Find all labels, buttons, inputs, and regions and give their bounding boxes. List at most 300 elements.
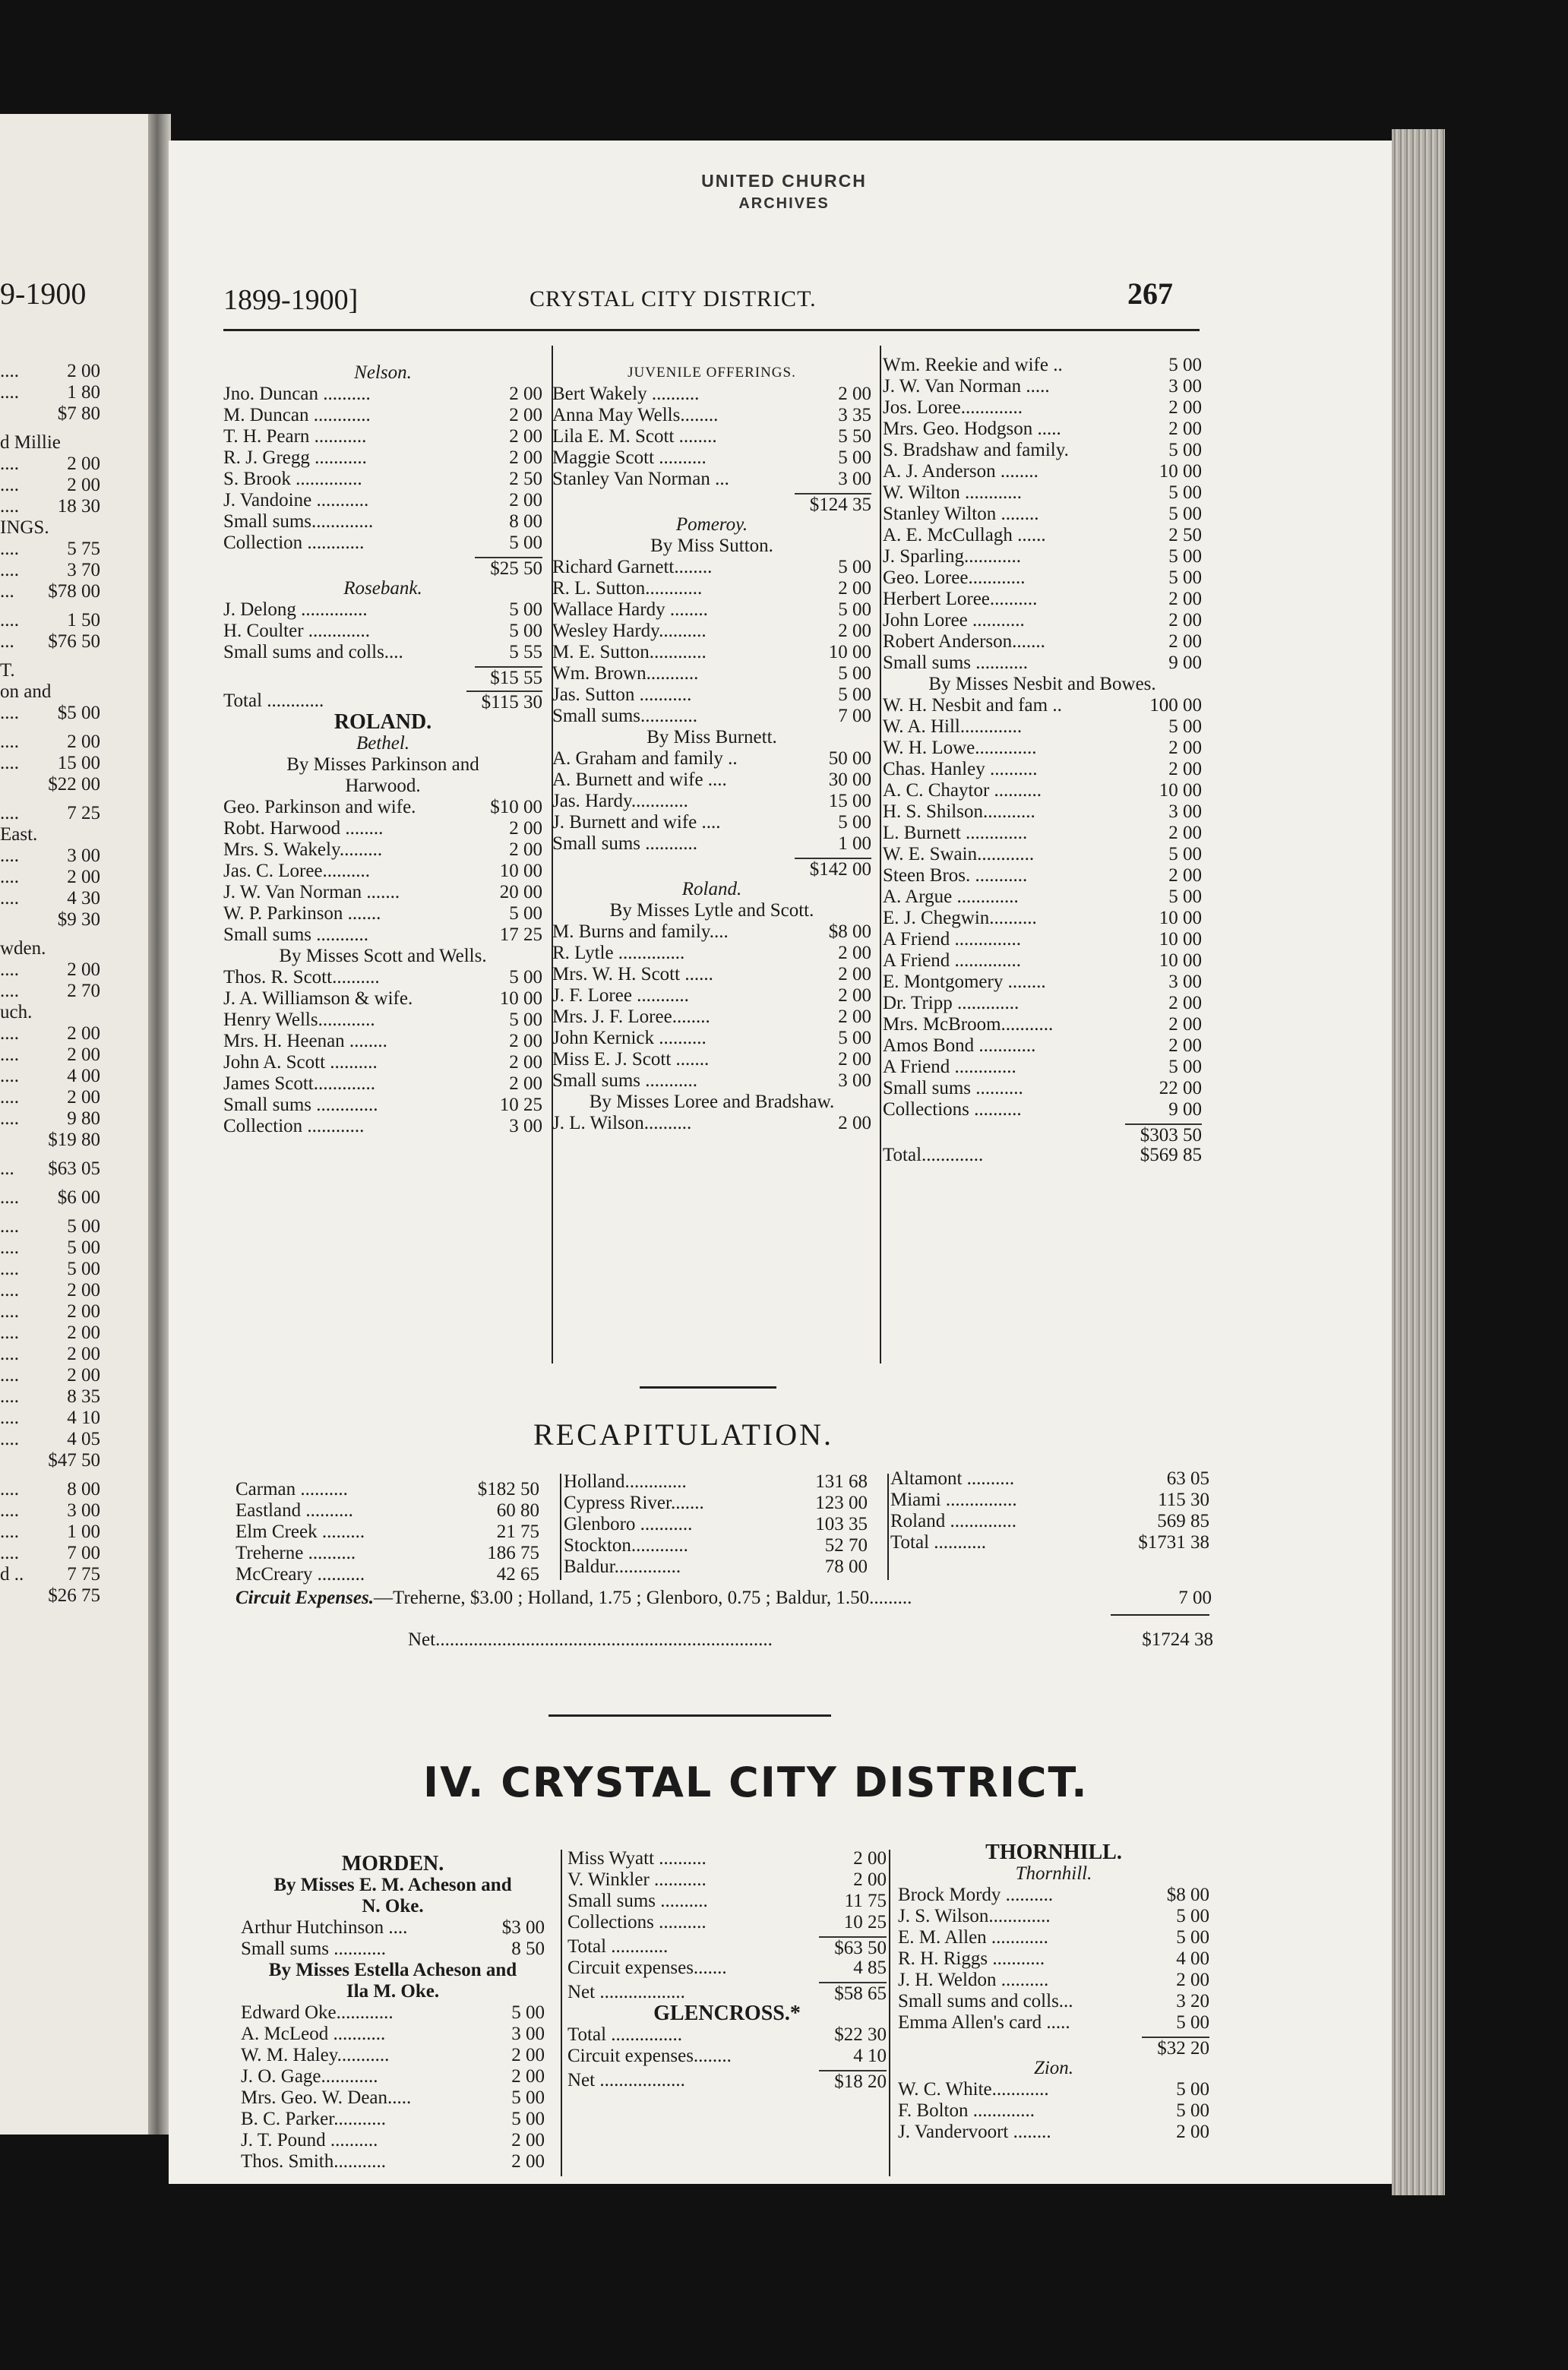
ledger-entry: [883, 738, 1202, 759]
entry-name: By Misses E. M. Acheson and: [273, 1875, 512, 1895]
entry-name: Bert Wakely ..........: [552, 384, 700, 404]
left-page-line: [0, 1365, 100, 1386]
entry-amount: 5 00: [511, 2109, 545, 2129]
ledger-entry: [241, 1917, 545, 1939]
left-line-text: ....: [0, 1322, 19, 1343]
ledger-entry: [883, 525, 1202, 546]
ledger-entry: [552, 1028, 871, 1049]
entry-amount: 2 00: [838, 578, 871, 599]
ledger-entry: [236, 1564, 539, 1585]
entry-name: Mrs. McBroom...........: [883, 1014, 1054, 1035]
left-page-line: [0, 475, 100, 496]
entry-name: A. C. Chaytor ..........: [883, 780, 1042, 801]
entry-name: Wm. Brown...........: [552, 663, 699, 684]
ledger-entry: [883, 482, 1202, 504]
entry-name: Jas. Hardy............: [552, 791, 688, 811]
circuit-heading: [223, 712, 542, 733]
ledger-entry: [552, 621, 871, 642]
entry-amount: $8 00: [1166, 1885, 1209, 1905]
entry-amount: 10 00: [1159, 929, 1202, 950]
entry-name: John Kernick ..........: [552, 1028, 707, 1048]
entry-name: Pomeroy.: [675, 514, 748, 535]
entry-name: Circuit expenses.......: [567, 1958, 727, 1978]
entry-name: T. H. Pearn ...........: [223, 426, 367, 447]
entry-name: Small sums and colls...: [898, 1991, 1073, 2011]
entry-amount: 5 00: [509, 903, 542, 924]
left-line-amount: 2 00: [67, 1365, 100, 1386]
entry-amount: 3 00: [838, 469, 871, 489]
entry-amount: 2 00: [838, 1113, 871, 1133]
ledger-entry: [552, 384, 871, 405]
ledger-entry: [552, 1113, 871, 1134]
ledger-entry: [890, 1468, 1209, 1490]
left-line-amount: $7 80: [57, 403, 100, 424]
entry-name: V. Winkler ...........: [567, 1869, 707, 1890]
entry-name: Total ............: [223, 690, 324, 711]
entry-amount: 5 00: [838, 1028, 871, 1048]
entry-name: Total ............: [567, 1936, 669, 1957]
header-rule: [223, 329, 1200, 331]
left-page-line: [0, 1543, 100, 1564]
left-page-line: [0, 539, 100, 560]
archive-stamp: [670, 169, 898, 215]
entry-name: Steen Bros. ...........: [883, 865, 1028, 886]
collector-line: [241, 1875, 545, 1896]
entry-amount: 5 00: [1168, 716, 1202, 737]
page-number: 267: [1127, 276, 1173, 311]
ledger-entry: [898, 1970, 1209, 1991]
left-line-amount: $22 00: [48, 774, 100, 795]
entry-amount: 8 50: [511, 1939, 545, 1959]
left-line-amount: 2 00: [67, 1301, 100, 1322]
left-page-line: [0, 610, 100, 631]
entry-amount: 2 50: [1168, 525, 1202, 545]
ledger-entry: [883, 780, 1202, 801]
entry-amount: 11 75: [844, 1891, 887, 1911]
ledger-entry: [223, 511, 542, 532]
ledger-entry: [898, 1948, 1209, 1970]
entry-name: Jos. Loree.............: [883, 397, 1023, 418]
entry-amount: 100 00: [1149, 695, 1202, 716]
entry-name: A. Graham and family ..: [552, 748, 738, 769]
entry-amount: 5 00: [1176, 2012, 1209, 2033]
left-line-amount: $26 75: [48, 1585, 100, 1606]
entry-name: Ila M. Oke.: [346, 1981, 440, 2002]
left-page-line: [0, 1479, 100, 1500]
left-line-amount: 8 35: [67, 1386, 100, 1407]
entry-name: M. Duncan ............: [223, 405, 371, 425]
ledger-entry: [552, 557, 871, 578]
entry-name: JUVENILE OFFERINGS.: [628, 365, 796, 381]
entry-amount: 9 00: [1168, 1099, 1202, 1120]
left-line-text: ....: [0, 1237, 19, 1258]
entry-amount: $15 55: [475, 666, 542, 689]
ledger-entry: [883, 589, 1202, 610]
entry-amount: 2 00: [509, 1052, 542, 1073]
entry-amount: $32 20: [1142, 2037, 1209, 2059]
ledger-entry: [883, 844, 1202, 865]
entry-name: Harwood.: [345, 776, 421, 796]
section-heading: [898, 1863, 1209, 1885]
subtotal-line: [898, 2037, 1209, 2058]
left-line-text: ....: [0, 560, 19, 580]
header-years: 1899-1900]: [223, 284, 359, 316]
ledger-entry: [883, 504, 1202, 525]
left-line-text: ....: [0, 1108, 19, 1129]
ledger-entry: [552, 985, 871, 1006]
entry-amount: 5 00: [1168, 886, 1202, 907]
entry-amount: 5 00: [1176, 1906, 1209, 1926]
entry-name: E. J. Chegwin..........: [883, 908, 1037, 928]
entry-amount: 2 00: [511, 2045, 545, 2065]
entry-name: Small sums............: [552, 706, 697, 726]
entry-amount: 10 00: [828, 642, 871, 662]
entry-name: ROLAND.: [334, 710, 432, 734]
left-page-line: [0, 703, 100, 724]
left-page-line: [0, 453, 100, 475]
left-page-line: [0, 1450, 100, 1471]
left-line-text: ....: [0, 1301, 19, 1322]
entry-amount: 2 00: [838, 985, 871, 1006]
entry-amount: 2 00: [838, 1006, 871, 1027]
left-line-amount: 2 00: [67, 453, 100, 474]
entry-name: By Miss Burnett.: [646, 727, 777, 747]
left-page-line: [0, 1066, 100, 1087]
left-line-amount: 2 00: [67, 732, 100, 752]
ledger-entry: [883, 440, 1202, 461]
entry-name: J. O. Gage............: [241, 2066, 378, 2087]
left-line-text: ....: [0, 382, 19, 403]
ledger-entry: [552, 426, 871, 447]
entry-name: Amos Bond ............: [883, 1035, 1036, 1056]
entry-amount: 2 00: [838, 943, 871, 963]
entry-name: N. Oke.: [362, 1896, 424, 1917]
page-edge: [1392, 129, 1445, 2195]
left-page-line: [0, 1301, 100, 1322]
ledger-entry: [883, 865, 1202, 886]
left-line-text: ....: [0, 1023, 19, 1044]
entry-name: J. T. Pound ..........: [241, 2130, 378, 2150]
entry-amount: 5 00: [1168, 355, 1202, 375]
entry-name: Treherne ..........: [236, 1543, 356, 1563]
ledger-entry: [564, 1535, 868, 1556]
left-line-amount: 2 00: [67, 1087, 100, 1108]
ledger-entry: [236, 1522, 539, 1543]
ledger-entry: [552, 599, 871, 621]
entry-name: Mrs. S. Wakely.........: [223, 839, 383, 860]
recap-column-2: [564, 1471, 868, 1578]
entry-name: A Friend .............: [883, 1057, 1016, 1077]
ledger-entry: [883, 376, 1202, 397]
entry-amount: 2 00: [1168, 1035, 1202, 1056]
left-line-amount: 5 75: [67, 539, 100, 559]
subtotal-line: [883, 1123, 1202, 1145]
entry-amount: 2 00: [509, 839, 542, 860]
left-page-line: [0, 1522, 100, 1543]
left-line-text: ....: [0, 888, 19, 908]
entry-name: Robert Anderson.......: [883, 631, 1045, 652]
entry-amount: 4 85: [853, 1958, 887, 1978]
entry-amount: 2 00: [1168, 823, 1202, 843]
ledger-entry: [883, 695, 1202, 716]
entry-amount: 2 00: [1168, 738, 1202, 758]
entry-amount: $58 65: [819, 1982, 887, 2005]
ledger-entry: [883, 886, 1202, 908]
collector-line: [552, 536, 871, 557]
entry-name: M. E. Sutton............: [552, 642, 707, 662]
ledger-entry: [552, 964, 871, 985]
left-line-text: on and: [0, 681, 52, 702]
left-line-text: T.: [0, 660, 15, 681]
entry-name: Elm Creek .........: [236, 1522, 365, 1542]
left-line-text: ....: [0, 1344, 19, 1364]
left-line-amount: 4 30: [67, 888, 100, 908]
entry-name: Small sums ...........: [883, 653, 1028, 673]
left-page-line: [0, 732, 100, 753]
net-rule: [1111, 1614, 1209, 1616]
left-line-amount: 7 00: [67, 1543, 100, 1563]
entry-name: Mrs. W. H. Scott ......: [552, 964, 713, 984]
entry-name: A. Burnett and wife ....: [552, 769, 727, 790]
entry-name: R. J. Gregg ...........: [223, 447, 367, 468]
section-rule: [548, 1714, 831, 1717]
entry-name: Zion.: [1033, 2058, 1074, 2078]
entry-amount: 2 00: [509, 405, 542, 425]
entry-name: A. E. McCullagh ......: [883, 525, 1046, 545]
left-line-text: d Millie: [0, 432, 61, 453]
left-page-line: [0, 981, 100, 1002]
entry-name: Roland ..............: [890, 1511, 1016, 1531]
left-line-amount: 18 30: [57, 496, 100, 517]
entry-name: Baldur..............: [564, 1556, 681, 1577]
entry-name: J. W. Van Norman .....: [883, 376, 1050, 397]
entry-amount: 2 00: [838, 1049, 871, 1070]
ledger-entry: [236, 1543, 539, 1564]
entry-name: Miss Wyatt ..........: [567, 1848, 707, 1869]
left-page-line: [0, 845, 100, 867]
entry-name: W. E. Swain............: [883, 844, 1035, 864]
entry-amount: 5 00: [838, 684, 871, 705]
entry-amount: 5 00: [509, 1010, 542, 1030]
entry-amount: 5 00: [509, 621, 542, 641]
entry-amount: 10 25: [843, 1912, 887, 1932]
left-line-amount: $6 00: [57, 1187, 100, 1208]
left-line-text: East.: [0, 824, 38, 845]
ledger-entry: [883, 653, 1202, 674]
entry-amount: 5 00: [838, 812, 871, 833]
left-line-amount: $63 05: [48, 1158, 100, 1179]
entry-name: Small sums ...........: [241, 1939, 386, 1959]
entry-name: J. Vandervoort ........: [898, 2122, 1051, 2142]
entry-amount: 2 00: [1168, 1014, 1202, 1035]
left-page-line: [0, 959, 100, 981]
entry-amount: $3 00: [501, 1917, 545, 1938]
ledger-entry: [564, 1556, 868, 1578]
entry-amount: 3 00: [1168, 972, 1202, 992]
entry-name: James Scott.............: [223, 1073, 375, 1094]
entry-amount: 42 65: [496, 1564, 539, 1585]
left-line-text: ....: [0, 1543, 19, 1563]
ledger-entry: [223, 1095, 542, 1116]
entry-name: Wesley Hardy..........: [552, 621, 707, 641]
left-line-text: ....: [0, 959, 19, 980]
entry-amount: 2 00: [1168, 993, 1202, 1013]
entry-name: John Loree ...........: [883, 610, 1025, 630]
ledger-entry: [552, 1006, 871, 1028]
entry-amount: 5 00: [1176, 2079, 1209, 2100]
entry-name: R. L. Sutton............: [552, 578, 703, 599]
page: [169, 141, 1392, 2184]
left-line-amount: $76 50: [48, 631, 100, 652]
entry-name: Small sums ..........: [883, 1078, 1023, 1098]
ledger-entry: [883, 801, 1202, 823]
left-page-line: [0, 774, 100, 795]
entry-name: By Misses Loree and Bradshaw.: [589, 1092, 835, 1112]
entry-amount: 3 35: [838, 405, 871, 425]
left-page-line: [0, 1187, 100, 1209]
collector-line: [883, 674, 1202, 695]
entry-amount: $8 00: [828, 921, 871, 942]
entry-name: A. J. Anderson ........: [883, 461, 1038, 482]
entry-amount: 115 30: [1158, 1490, 1209, 1510]
entry-amount: 2 00: [511, 2130, 545, 2150]
entry-amount: 5 00: [838, 599, 871, 620]
left-line-amount: 3 70: [67, 560, 100, 580]
entry-name: Holland.............: [564, 1471, 687, 1492]
entry-name: Anna May Wells........: [552, 405, 719, 425]
left-line-text: ....: [0, 361, 19, 381]
left-line-text: ....: [0, 1500, 19, 1521]
entry-amount: 2 00: [838, 621, 871, 641]
entry-amount: $303 50: [1125, 1123, 1202, 1146]
entry-name: Total ...............: [567, 2024, 683, 2045]
entry-name: Eastland ..........: [236, 1500, 353, 1521]
entry-amount: $1731 38: [1138, 1532, 1209, 1553]
entry-name: J. Sparling............: [883, 546, 1021, 567]
left-line-amount: 4 05: [67, 1429, 100, 1449]
ledger-entry: [552, 663, 871, 684]
left-line-amount: 2 00: [67, 1280, 100, 1300]
left-line-text: ....: [0, 1087, 19, 1108]
left-line-text: d ..: [0, 1564, 24, 1585]
entry-amount: 30 00: [828, 769, 871, 790]
entry-name: J. H. Weldon ..........: [898, 1970, 1049, 1990]
entry-name: J. F. Loree ...........: [552, 985, 689, 1006]
collector-line: [241, 1981, 545, 2002]
entry-name: By Misses Parkinson and: [286, 754, 479, 775]
left-line-amount: 2 00: [67, 959, 100, 980]
entry-name: Rosebank.: [343, 578, 422, 599]
entry-name: Edward Oke............: [241, 2002, 394, 2023]
entry-amount: $115 30: [466, 690, 542, 713]
left-line-amount: $9 30: [57, 909, 100, 930]
circuit-expenses-label: Circuit Expenses.: [236, 1588, 374, 1608]
entry-name: MORDEN.: [341, 1852, 444, 1875]
left-line-amount: 1 80: [67, 382, 100, 403]
left-line-amount: 5 00: [67, 1237, 100, 1258]
left-line-amount: 3 00: [67, 1500, 100, 1521]
column-1: [223, 362, 542, 1137]
entry-name: W. H. Lowe.............: [883, 738, 1037, 758]
ledger-entry: [898, 1991, 1209, 2012]
entry-amount: 2 00: [853, 1848, 887, 1869]
left-line-amount: 1 00: [67, 1522, 100, 1542]
left-page-line: [0, 1386, 100, 1408]
left-line-text: ....: [0, 1479, 19, 1499]
section-heading: [552, 879, 871, 900]
left-page-line: [0, 403, 100, 425]
entry-amount: 5 00: [1176, 2100, 1209, 2121]
entry-name: Collections ..........: [567, 1912, 707, 1932]
left-line-text: ....: [0, 845, 19, 866]
entry-name: Small sums ...........: [223, 924, 368, 945]
entry-amount: 569 85: [1157, 1511, 1209, 1531]
entry-name: Stockton............: [564, 1535, 688, 1556]
entry-amount: $569 85: [1140, 1145, 1202, 1165]
ledger-entry: [567, 1848, 887, 1869]
entry-name: Thos. R. Scott..........: [223, 967, 380, 988]
left-line-amount: $78 00: [48, 581, 100, 602]
left-line-text: ....: [0, 981, 19, 1001]
left-page-line: [0, 1108, 100, 1130]
ledger-entry: [552, 405, 871, 426]
subtotal-line: [552, 858, 871, 879]
stamp-line-2: ARCHIVES: [738, 195, 830, 212]
entry-amount: 5 00: [1168, 567, 1202, 588]
ledger-entry: [223, 882, 542, 903]
thornhill-column: [898, 1842, 1209, 2143]
left-line-text: ...: [0, 581, 14, 602]
entry-name: Small sums ...........: [552, 833, 697, 854]
ledger-entry: [883, 929, 1202, 950]
left-page-line: [0, 753, 100, 774]
collector-line: [223, 946, 542, 967]
entry-amount: $22 30: [834, 2024, 887, 2045]
ledger-entry: [552, 684, 871, 706]
left-page-line: [0, 909, 100, 931]
section-heading: [552, 514, 871, 536]
entry-amount: 10 00: [499, 861, 542, 881]
left-page-line: [0, 1585, 100, 1607]
entry-name: J. A. Williamson & wife.: [223, 988, 413, 1009]
ledger-entry: [567, 2046, 887, 2067]
morden-column: [241, 1853, 545, 2172]
morden-continued-column: [567, 1848, 887, 2091]
entry-name: Collections ..........: [883, 1099, 1022, 1120]
entry-amount: 8 00: [509, 511, 542, 532]
collector-line: [241, 1896, 545, 1917]
ledger-entry: [883, 610, 1202, 631]
left-line-text: ...: [0, 631, 14, 652]
ledger-entry: [883, 759, 1202, 780]
left-line-text: ....: [0, 753, 19, 773]
column-divider: [880, 346, 881, 1364]
left-line-text: ....: [0, 867, 19, 887]
entry-amount: 103 35: [815, 1514, 868, 1534]
entry-name: J. S. Wilson.............: [898, 1906, 1051, 1926]
entry-name: Small sums ..........: [567, 1891, 708, 1911]
entry-name: By Miss Sutton.: [650, 536, 773, 556]
entry-amount: 60 80: [496, 1500, 539, 1521]
entry-amount: 2 00: [1168, 397, 1202, 418]
ledger-entry: [223, 1031, 542, 1052]
entry-amount: 50 00: [828, 748, 871, 769]
left-line-text: ....: [0, 703, 19, 723]
entry-name: H. Coulter .............: [223, 621, 371, 641]
entry-amount: 17 25: [499, 924, 542, 945]
left-line-text: ....: [0, 1280, 19, 1300]
left-line-text: uch.: [0, 1002, 33, 1022]
